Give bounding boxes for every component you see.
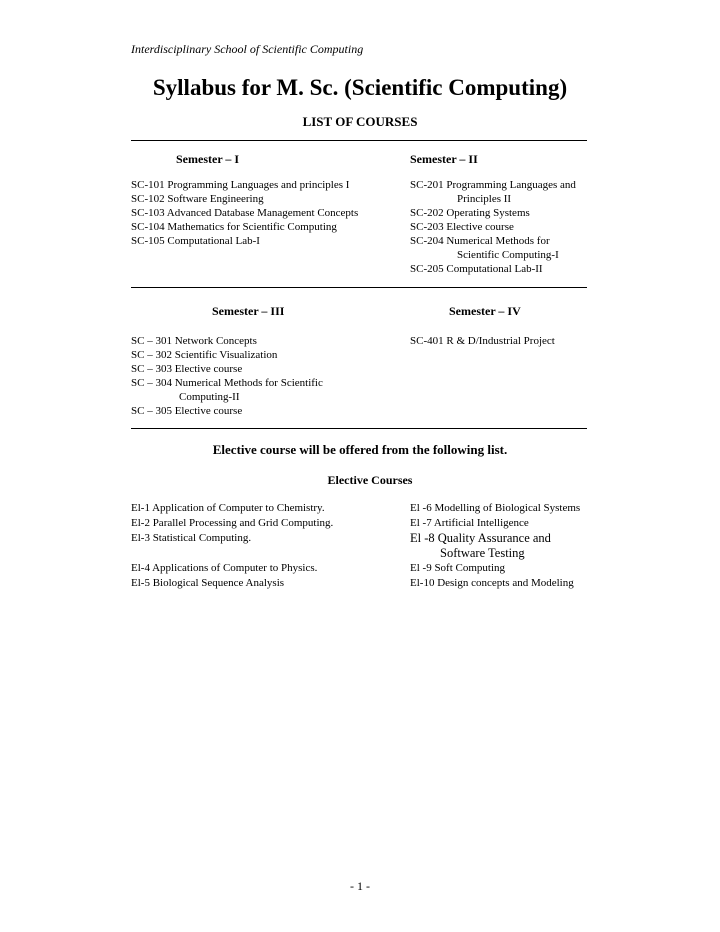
course-item: SC-101 Programming Languages and principles I bbox=[131, 179, 350, 191]
semester-1-heading: Semester – I bbox=[176, 152, 240, 166]
course-item: SC-201 Programming Languages and bbox=[410, 179, 576, 191]
semester-3-course-list bbox=[131, 334, 323, 418]
elective-item: El-3 Statistical Computing. bbox=[131, 532, 252, 544]
electives-left-list bbox=[131, 501, 333, 591]
course-item: SC – 303 Elective course bbox=[131, 363, 243, 375]
spacer bbox=[131, 546, 333, 561]
elective-item: El -8 Quality Assurance and bbox=[410, 531, 551, 545]
course-item: SC-401 R & D/Industrial Project bbox=[410, 335, 555, 347]
course-item: SC-203 Elective course bbox=[410, 221, 514, 233]
semester-2-heading: Semester – II bbox=[410, 152, 478, 166]
elective-item: El-10 Design concepts and Modeling bbox=[410, 577, 574, 589]
elective-item: El-1 Application of Computer to Chemistry. bbox=[131, 502, 325, 514]
course-item: SC-105 Computational Lab-I bbox=[131, 235, 260, 247]
course-item: SC-102 Software Engineering bbox=[131, 193, 264, 205]
course-item: SC – 304 Numerical Methods for Scientific bbox=[131, 377, 323, 389]
divider bbox=[131, 140, 587, 141]
page-title: Syllabus for M. Sc. (Scientific Computing) bbox=[152, 75, 568, 100]
semester-1-course-list bbox=[131, 178, 358, 248]
running-header: Interdisciplinary School of Scientific Computing bbox=[131, 42, 364, 56]
elective-item: El -7 Artificial Intelligence bbox=[410, 517, 529, 529]
elective-item: El -9 Soft Computing bbox=[410, 562, 506, 574]
elective-item: El-4 Applications of Computer to Physics. bbox=[131, 562, 318, 574]
elective-courses-heading: Elective Courses bbox=[327, 473, 413, 487]
course-item-continuation: Principles II bbox=[457, 193, 512, 205]
course-item-continuation: Computing-II bbox=[179, 391, 240, 403]
elective-item: El -6 Modelling of Biological Systems bbox=[410, 502, 581, 514]
electives-right-list bbox=[410, 501, 580, 591]
semester-2-course-list bbox=[410, 178, 576, 276]
course-item: SC-202 Operating Systems bbox=[410, 207, 530, 219]
page-number: - 1 - bbox=[350, 879, 370, 893]
semester-4-course-list bbox=[410, 334, 555, 348]
semester-4-heading: Semester – IV bbox=[449, 304, 521, 318]
semester-3-heading: Semester – III bbox=[212, 304, 285, 318]
list-of-courses-heading: LIST OF COURSES bbox=[302, 114, 418, 129]
course-item: SC-204 Numerical Methods for bbox=[410, 235, 550, 247]
elective-item: El-5 Biological Sequence Analysis bbox=[131, 577, 285, 589]
course-item: SC – 305 Elective course bbox=[131, 405, 243, 417]
course-item: SC-103 Advanced Database Management Concepts bbox=[131, 207, 359, 219]
elective-item-continuation: Software Testing bbox=[440, 546, 525, 560]
elective-item: El-2 Parallel Processing and Grid Computing. bbox=[131, 517, 334, 529]
divider bbox=[131, 287, 587, 288]
course-item: SC-104 Mathematics for Scientific Computing bbox=[131, 221, 337, 233]
course-item: SC-205 Computational Lab-II bbox=[410, 263, 543, 275]
course-item: SC – 302 Scientific Visualization bbox=[131, 349, 278, 361]
elective-note: Elective course will be offered from the following list. bbox=[212, 442, 508, 457]
course-item-continuation: Scientific Computing-I bbox=[457, 249, 559, 261]
divider bbox=[131, 428, 587, 429]
course-item: SC – 301 Network Concepts bbox=[131, 335, 257, 347]
